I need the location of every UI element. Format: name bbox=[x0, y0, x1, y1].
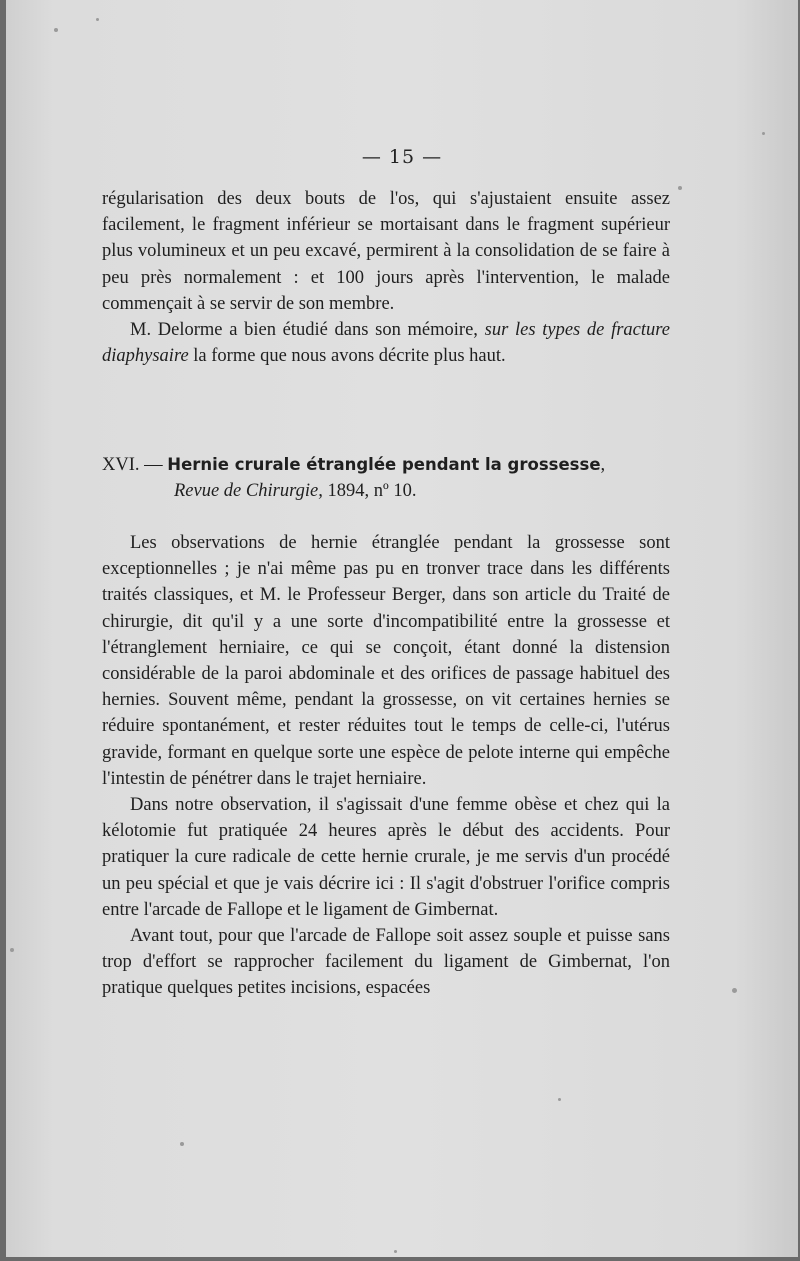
journal-name: Revue de Chirurgie, bbox=[174, 481, 323, 501]
paragraph: Avant tout, pour que l'arcade de Fallope soit assez souple et puisse sans trop d'effort se rapprocher facilement du ligament de Gimbernat, l'on pratique quelques petites incisions, espacées bbox=[102, 926, 670, 999]
text-block-1 bbox=[102, 186, 670, 369]
speck-mark bbox=[732, 988, 737, 993]
paragraph-text: M. Delorme a bien étudié dans son mémoire, bbox=[130, 320, 485, 341]
heading-comma: , bbox=[600, 455, 606, 475]
speck-mark bbox=[762, 132, 765, 135]
speck-mark bbox=[394, 1250, 397, 1253]
paragraph-text: la forme que nous avons décrite plus haut. bbox=[188, 346, 506, 367]
paragraph: Dans notre observation, il s'agissait d'une femme obèse et chez qui la kélotomie fut pratiquée 24 heures après le début des accidents. Pour pratiquer la cure radicale de cette hernie crurale, je me servis d'un procédé un peu spécial et que je vais décrire ici : Il s'agit d'obstruer l'orifice compris entre l'arcade de Fallope et le ligament de Gimbernat. bbox=[102, 795, 670, 920]
speck-mark bbox=[180, 1142, 184, 1146]
section-heading bbox=[102, 452, 682, 504]
speck-mark bbox=[54, 28, 58, 32]
paragraph: Les observations de hernie étranglée pendant la grossesse sont exceptionnelles ; je n'ai même pas pu en tronver trace dans les différents traités classiques, et M. le Professeur Berger, dans son article du Traité de chirurgie, dit qu'il y a une sorte d'incompatibilité entre la grossesse et l'étranglement herniaire, ce qui se conçoit, étant donné la distension considérable de la paroi abdominale et des orifices de passage habituel des hernies. Souvent même, pendant la grossesse, on vit certaines hernies se réduire spontanément, et rester réduites tout le temps de celle-ci, l'utérus gravide, formant en quelque sorte une espèce de pelote interne qui empêche l'intestin de pénétrer dans le trajet herniaire. bbox=[102, 533, 670, 789]
scanned-page bbox=[6, 0, 798, 1257]
publication-year: 1894, nº 10. bbox=[322, 481, 417, 501]
section-number: XVI. — bbox=[102, 455, 168, 475]
paragraph bbox=[102, 317, 670, 369]
speck-mark bbox=[678, 186, 682, 190]
paragraph: régularisation des deux bouts de l'os, qui s'ajustaient ensuite assez facilement, le fragment inférieur se mortaisant dans le fragment supérieur plus volumineux et un peu excavé, permirent à la consolidation de se faire à peu près normalement : et 100 jours après l'intervention, le malade commençait à se servir de son membre. bbox=[102, 189, 670, 314]
page-number: — 15 — bbox=[361, 146, 443, 168]
speck-mark bbox=[10, 948, 14, 952]
speck-mark bbox=[558, 1098, 561, 1101]
section-title: Hernie crurale étranglée pendant la grossesse bbox=[167, 455, 601, 474]
speck-mark bbox=[96, 18, 99, 21]
italic-title: sur les types de fracture diaphysaire bbox=[102, 320, 670, 367]
text-block-2 bbox=[102, 530, 670, 1002]
